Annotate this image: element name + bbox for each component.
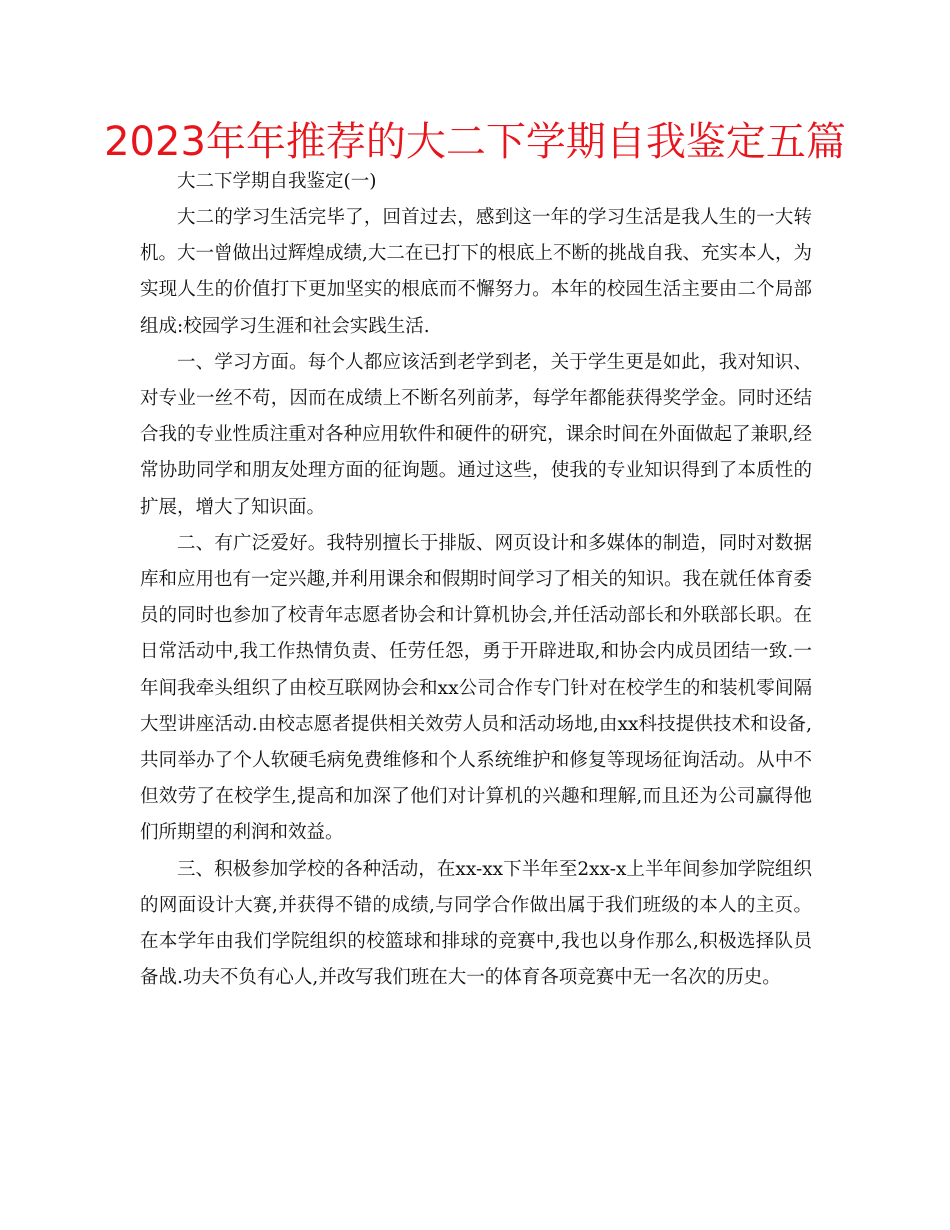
document-title: 2023年年推荐的大二下学期自我鉴定五篇 [104,119,846,165]
paragraph-hobbies: 二、有广泛爱好。我特别擅长于排版、网页设计和多媒体的制造，同时对数据库和应用也有一定兴趣,并利用课余和假期时间学习了相关的知识。我在就任体育委员的同时也参加了校青年志愿者协会和计算机协会,并任活动部长和外联部长职。在日常活动中,我工作热情负责、任劳任怨，勇于开辟进取,和协会内成员团结一致.一年间我牵头组织了由校互联网协会和xx公司合作专门针对在校学生的和装机零间隔大型讲座活动.由校志愿者提供相关效劳人员和活动场地,由xx科技提供技术和设备,共同举办了个人软硬毛病免费维修和个人系统维护和修复等现场征询活动。从中不但效劳了在校学生,提高和加深了他们对计算机的兴趣和理解,而且还为公司赢得他们所期望的利润和效益。 [140,532,812,844]
paragraph-study: 一、学习方面。每个人都应该活到老学到老，关于学生更是如此，我对知识、对专业一丝不苟，因而在成绩上不断名列前茅，每学年都能获得奖学金。同时还结合我的专业性质注重对各种应用软件和硬件的研究，课余时间在外面做起了兼职,经常协助同学和朋友处理方面的征询题。通过这些，使我的专业知识得到了本质性的扩展，增大了知识面。 [140,351,812,518]
document-body [140,164,812,996]
paragraph-intro: 大二的学习生活完毕了，回首过去，感到这一年的学习生活是我人生的一大转机。大一曾做出过辉煌成绩,大二在已打下的根底上不断的挑战自我、充实本人，为实现人生的价值打下更加坚实的根底而不懈努力。本年的校园生活主要由二个局部组成:校园学习生涯和社会实践生活. [140,207,812,337]
paragraph-activities: 三、积极参加学校的各种活动，在xx-xx下半年至2xx-x上半年间参加学院组织的网面设计大赛,并获得不错的成绩,与同学合作做出属于我们班级的本人的主页。在本学年由我们学院组织的校篮球和排球的竞赛中,我也以身作那么,积极选择队员备战.功夫不负有心人,并改写我们班在大一的体育各项竞赛中无一名次的历史。 [140,858,812,989]
section-heading: 大二下学期自我鉴定(一) [177,171,377,192]
